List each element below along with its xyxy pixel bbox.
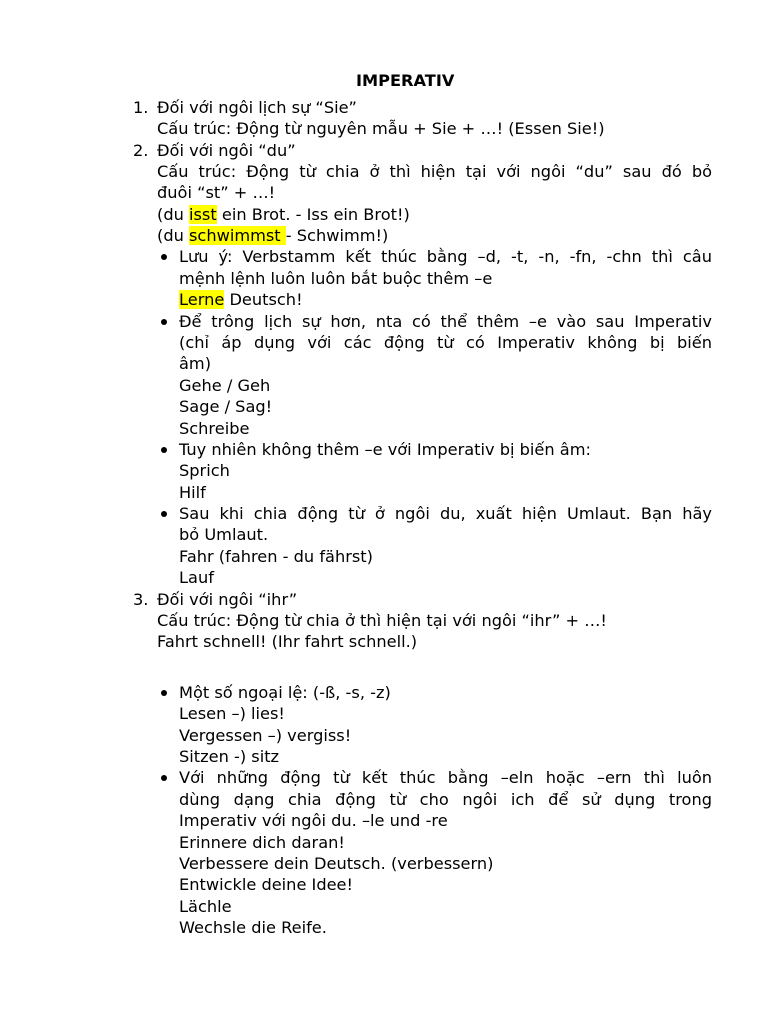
example-prefix: (du	[157, 205, 189, 224]
structure-text: Cấu trúc: Động từ nguyên mẫu + Sie + …! (Essen Sie!)	[157, 119, 605, 138]
note-text: Sau khi chia động từ ở ngôi du, xuất hiện Umlaut. Bạn hãy	[179, 504, 712, 523]
bullet-icon	[161, 319, 167, 325]
note-text: Để trông lịch sự hơn, nta có thể thêm –e vào sau Imperativ	[179, 312, 712, 331]
highlighted-word: isst	[189, 205, 217, 224]
highlighted-word: schwimmst	[189, 226, 286, 245]
section-heading: Đối với ngôi “ihr”	[157, 590, 298, 609]
example-line: Wechsle die Reife.	[179, 918, 327, 937]
bullet-icon	[161, 775, 167, 781]
example-line: Verbessere dein Deutsch. (verbessern)	[179, 854, 494, 873]
section-number: 1.	[133, 98, 149, 117]
structure-text: Cấu trúc: Động từ chia ở thì hiện tại với ngôi “ihr” + …!	[157, 611, 607, 630]
example-prefix: (du	[157, 226, 189, 245]
example-line: Lesen –) lies!	[179, 704, 285, 723]
note-text: Với những động từ kết thúc bằng –eln hoặc –ern thì luôn	[179, 768, 712, 787]
example-line: Erinnere dich daran!	[179, 833, 345, 852]
example-line: Hilf	[179, 483, 206, 502]
structure-text: Cấu trúc: Động từ chia ở thì hiện tại với ngôi “du” sau đó bỏ	[157, 162, 712, 181]
note-text: (chỉ áp dụng với các động từ có Imperativ không bị biến	[179, 333, 712, 352]
bullet-icon	[161, 690, 167, 696]
example-line: Lauf	[179, 568, 214, 587]
note-text: Một số ngoại lệ: (-ß, -s, -z)	[179, 683, 391, 702]
example-line: Gehe / Geh	[179, 376, 271, 395]
example-line: Sage / Sag!	[179, 397, 273, 416]
page-title: IMPERATIV	[356, 71, 455, 90]
bullet-icon	[161, 447, 167, 453]
example-suffix: - Schwimm!)	[285, 226, 389, 245]
example-line	[179, 289, 303, 310]
highlighted-word: Lerne	[179, 290, 225, 309]
section-heading: Đối với ngôi lịch sự “Sie”	[157, 98, 357, 117]
example-line: Sitzen -) sitz	[179, 747, 280, 766]
example-suffix: Deutsch!	[224, 290, 303, 309]
example-line	[157, 204, 410, 225]
note-text: dùng dạng chia động từ cho ngôi ich để sử dụng trong	[179, 790, 712, 809]
example-line: Vergessen –) vergiss!	[179, 726, 352, 745]
example-line: Fahrt schnell! (Ihr fahrt schnell.)	[157, 632, 418, 651]
example-line: Lächle	[179, 897, 232, 916]
example-line	[157, 225, 388, 246]
example-line: Fahr (fahren - du fährst)	[179, 547, 373, 566]
note-text: mệnh lệnh luôn luôn bắt buộc thêm –e	[179, 269, 493, 288]
note-text: âm)	[179, 354, 212, 373]
note-text: Lưu ý: Verbstamm kết thúc bằng –d, -t, -n, -fn, -chn thì câu	[179, 247, 712, 266]
example-line: Schreibe	[179, 419, 250, 438]
section-number: 3.	[133, 590, 149, 609]
note-text: Imperativ với ngôi du. –le und -re	[179, 811, 448, 830]
example-suffix: ein Brot. - Iss ein Brot!)	[216, 205, 410, 224]
bullet-icon	[161, 254, 167, 260]
note-text: Tuy nhiên không thêm –e với Imperativ bị biến âm:	[179, 440, 591, 459]
example-line: Entwickle deine Idee!	[179, 875, 353, 894]
bullet-icon	[161, 511, 167, 517]
note-text: bỏ Umlaut.	[179, 525, 269, 544]
section-heading: Đối với ngôi “du”	[157, 141, 296, 160]
example-line: Sprich	[179, 461, 230, 480]
structure-text: đuôi “st” + …!	[157, 183, 276, 202]
section-number: 2.	[133, 141, 149, 160]
